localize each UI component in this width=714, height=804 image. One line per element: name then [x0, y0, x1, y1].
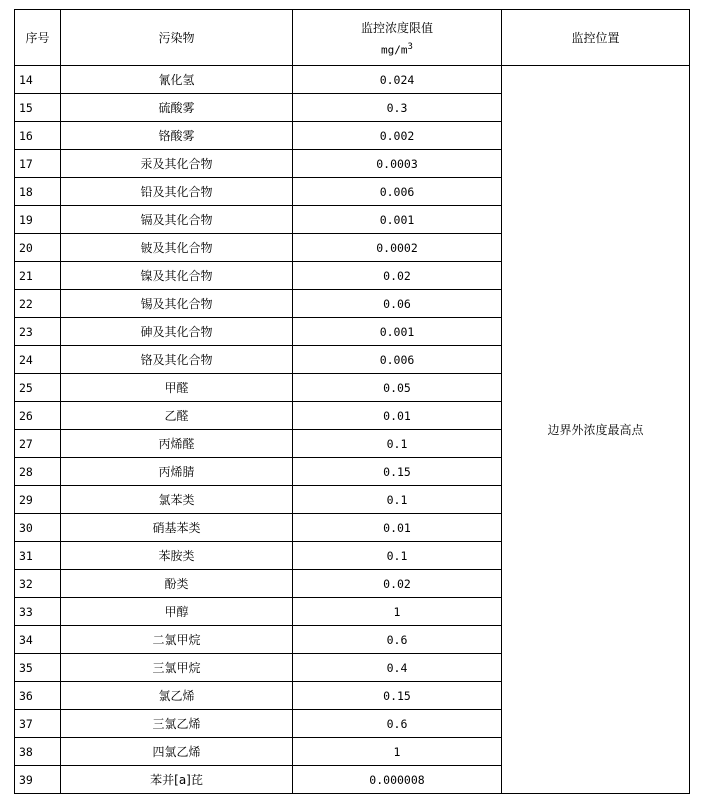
- row-index: 29: [15, 486, 61, 514]
- header-pollutant: 污染物: [61, 10, 293, 66]
- row-pollutant: 四氯乙烯: [61, 738, 293, 766]
- row-pollutant: 三氯乙烯: [61, 710, 293, 738]
- row-pollutant: 铍及其化合物: [61, 234, 293, 262]
- row-pollutant: 氯乙烯: [61, 682, 293, 710]
- row-index: 30: [15, 514, 61, 542]
- header-limit: [293, 10, 502, 66]
- row-limit-value: 0.002: [293, 122, 502, 150]
- row-pollutant: 苯胺类: [61, 542, 293, 570]
- row-pollutant: 丙烯醛: [61, 430, 293, 458]
- row-limit-value: 0.15: [293, 458, 502, 486]
- row-pollutant: 苯并[a]芘: [61, 766, 293, 794]
- row-index: 36: [15, 682, 61, 710]
- row-limit-value: 0.006: [293, 178, 502, 206]
- row-limit-value: 0.024: [293, 66, 502, 94]
- header-index: 序号: [15, 10, 61, 66]
- row-index: 17: [15, 150, 61, 178]
- row-index: 20: [15, 234, 61, 262]
- table-body: [15, 66, 690, 794]
- row-index: 15: [15, 94, 61, 122]
- row-pollutant: 锡及其化合物: [61, 290, 293, 318]
- header-limit-unit: [293, 42, 501, 57]
- row-limit-value: 0.6: [293, 710, 502, 738]
- row-pollutant: 氰化氢: [61, 66, 293, 94]
- row-limit-value: 0.01: [293, 514, 502, 542]
- row-index: 26: [15, 402, 61, 430]
- row-limit-value: 0.3: [293, 94, 502, 122]
- row-limit-value: 0.02: [293, 570, 502, 598]
- row-limit-value: 0.000008: [293, 766, 502, 794]
- unit-exponent: 3: [407, 41, 413, 52]
- row-pollutant: 镍及其化合物: [61, 262, 293, 290]
- header-row: [15, 10, 690, 66]
- header-location: 监控位置: [502, 10, 690, 66]
- row-index: 38: [15, 738, 61, 766]
- row-limit-value: 0.6: [293, 626, 502, 654]
- row-index: 32: [15, 570, 61, 598]
- row-limit-value: 0.06: [293, 290, 502, 318]
- row-index: 31: [15, 542, 61, 570]
- row-index: 28: [15, 458, 61, 486]
- header-limit-title: 监控浓度限值: [360, 20, 433, 35]
- row-index: 14: [15, 66, 61, 94]
- row-index: 37: [15, 710, 61, 738]
- row-index: 18: [15, 178, 61, 206]
- row-limit-value: 0.4: [293, 654, 502, 682]
- row-limit-value: 0.1: [293, 486, 502, 514]
- row-limit-value: 0.1: [293, 430, 502, 458]
- row-limit-value: 1: [293, 598, 502, 626]
- row-index: 24: [15, 346, 61, 374]
- row-index: 23: [15, 318, 61, 346]
- row-index: 33: [15, 598, 61, 626]
- row-pollutant: 硫酸雾: [61, 94, 293, 122]
- row-pollutant: 铬酸雾: [61, 122, 293, 150]
- row-pollutant: 甲醛: [61, 374, 293, 402]
- row-limit-value: 0.0002: [293, 234, 502, 262]
- pollutant-limit-table: [14, 9, 690, 794]
- row-pollutant: 乙醛: [61, 402, 293, 430]
- location-cell: 边界外浓度最高点: [502, 66, 690, 794]
- row-pollutant: 砷及其化合物: [61, 318, 293, 346]
- row-limit-value: 0.01: [293, 402, 502, 430]
- row-pollutant: 三氯甲烷: [61, 654, 293, 682]
- row-pollutant: 镉及其化合物: [61, 206, 293, 234]
- row-index: 25: [15, 374, 61, 402]
- row-pollutant: 氯苯类: [61, 486, 293, 514]
- row-index: 16: [15, 122, 61, 150]
- unit-base: mg/m: [381, 43, 408, 57]
- row-limit-value: 0.1: [293, 542, 502, 570]
- row-index: 22: [15, 290, 61, 318]
- row-index: 34: [15, 626, 61, 654]
- row-pollutant: 甲醇: [61, 598, 293, 626]
- row-limit-value: 0.15: [293, 682, 502, 710]
- row-limit-value: 0.001: [293, 206, 502, 234]
- row-limit-value: 0.006: [293, 346, 502, 374]
- row-pollutant: 硝基苯类: [61, 514, 293, 542]
- row-index: 39: [15, 766, 61, 794]
- row-limit-value: 0.0003: [293, 150, 502, 178]
- row-index: 35: [15, 654, 61, 682]
- row-pollutant: 酚类: [61, 570, 293, 598]
- row-pollutant: 汞及其化合物: [61, 150, 293, 178]
- row-pollutant: 铬及其化合物: [61, 346, 293, 374]
- row-limit-value: 0.001: [293, 318, 502, 346]
- table-row: [15, 66, 690, 94]
- row-index: 27: [15, 430, 61, 458]
- row-index: 21: [15, 262, 61, 290]
- row-limit-value: 0.05: [293, 374, 502, 402]
- row-pollutant: 丙烯腈: [61, 458, 293, 486]
- row-pollutant: 铅及其化合物: [61, 178, 293, 206]
- row-limit-value: 0.02: [293, 262, 502, 290]
- row-limit-value: 1: [293, 738, 502, 766]
- row-index: 19: [15, 206, 61, 234]
- row-pollutant: 二氯甲烷: [61, 626, 293, 654]
